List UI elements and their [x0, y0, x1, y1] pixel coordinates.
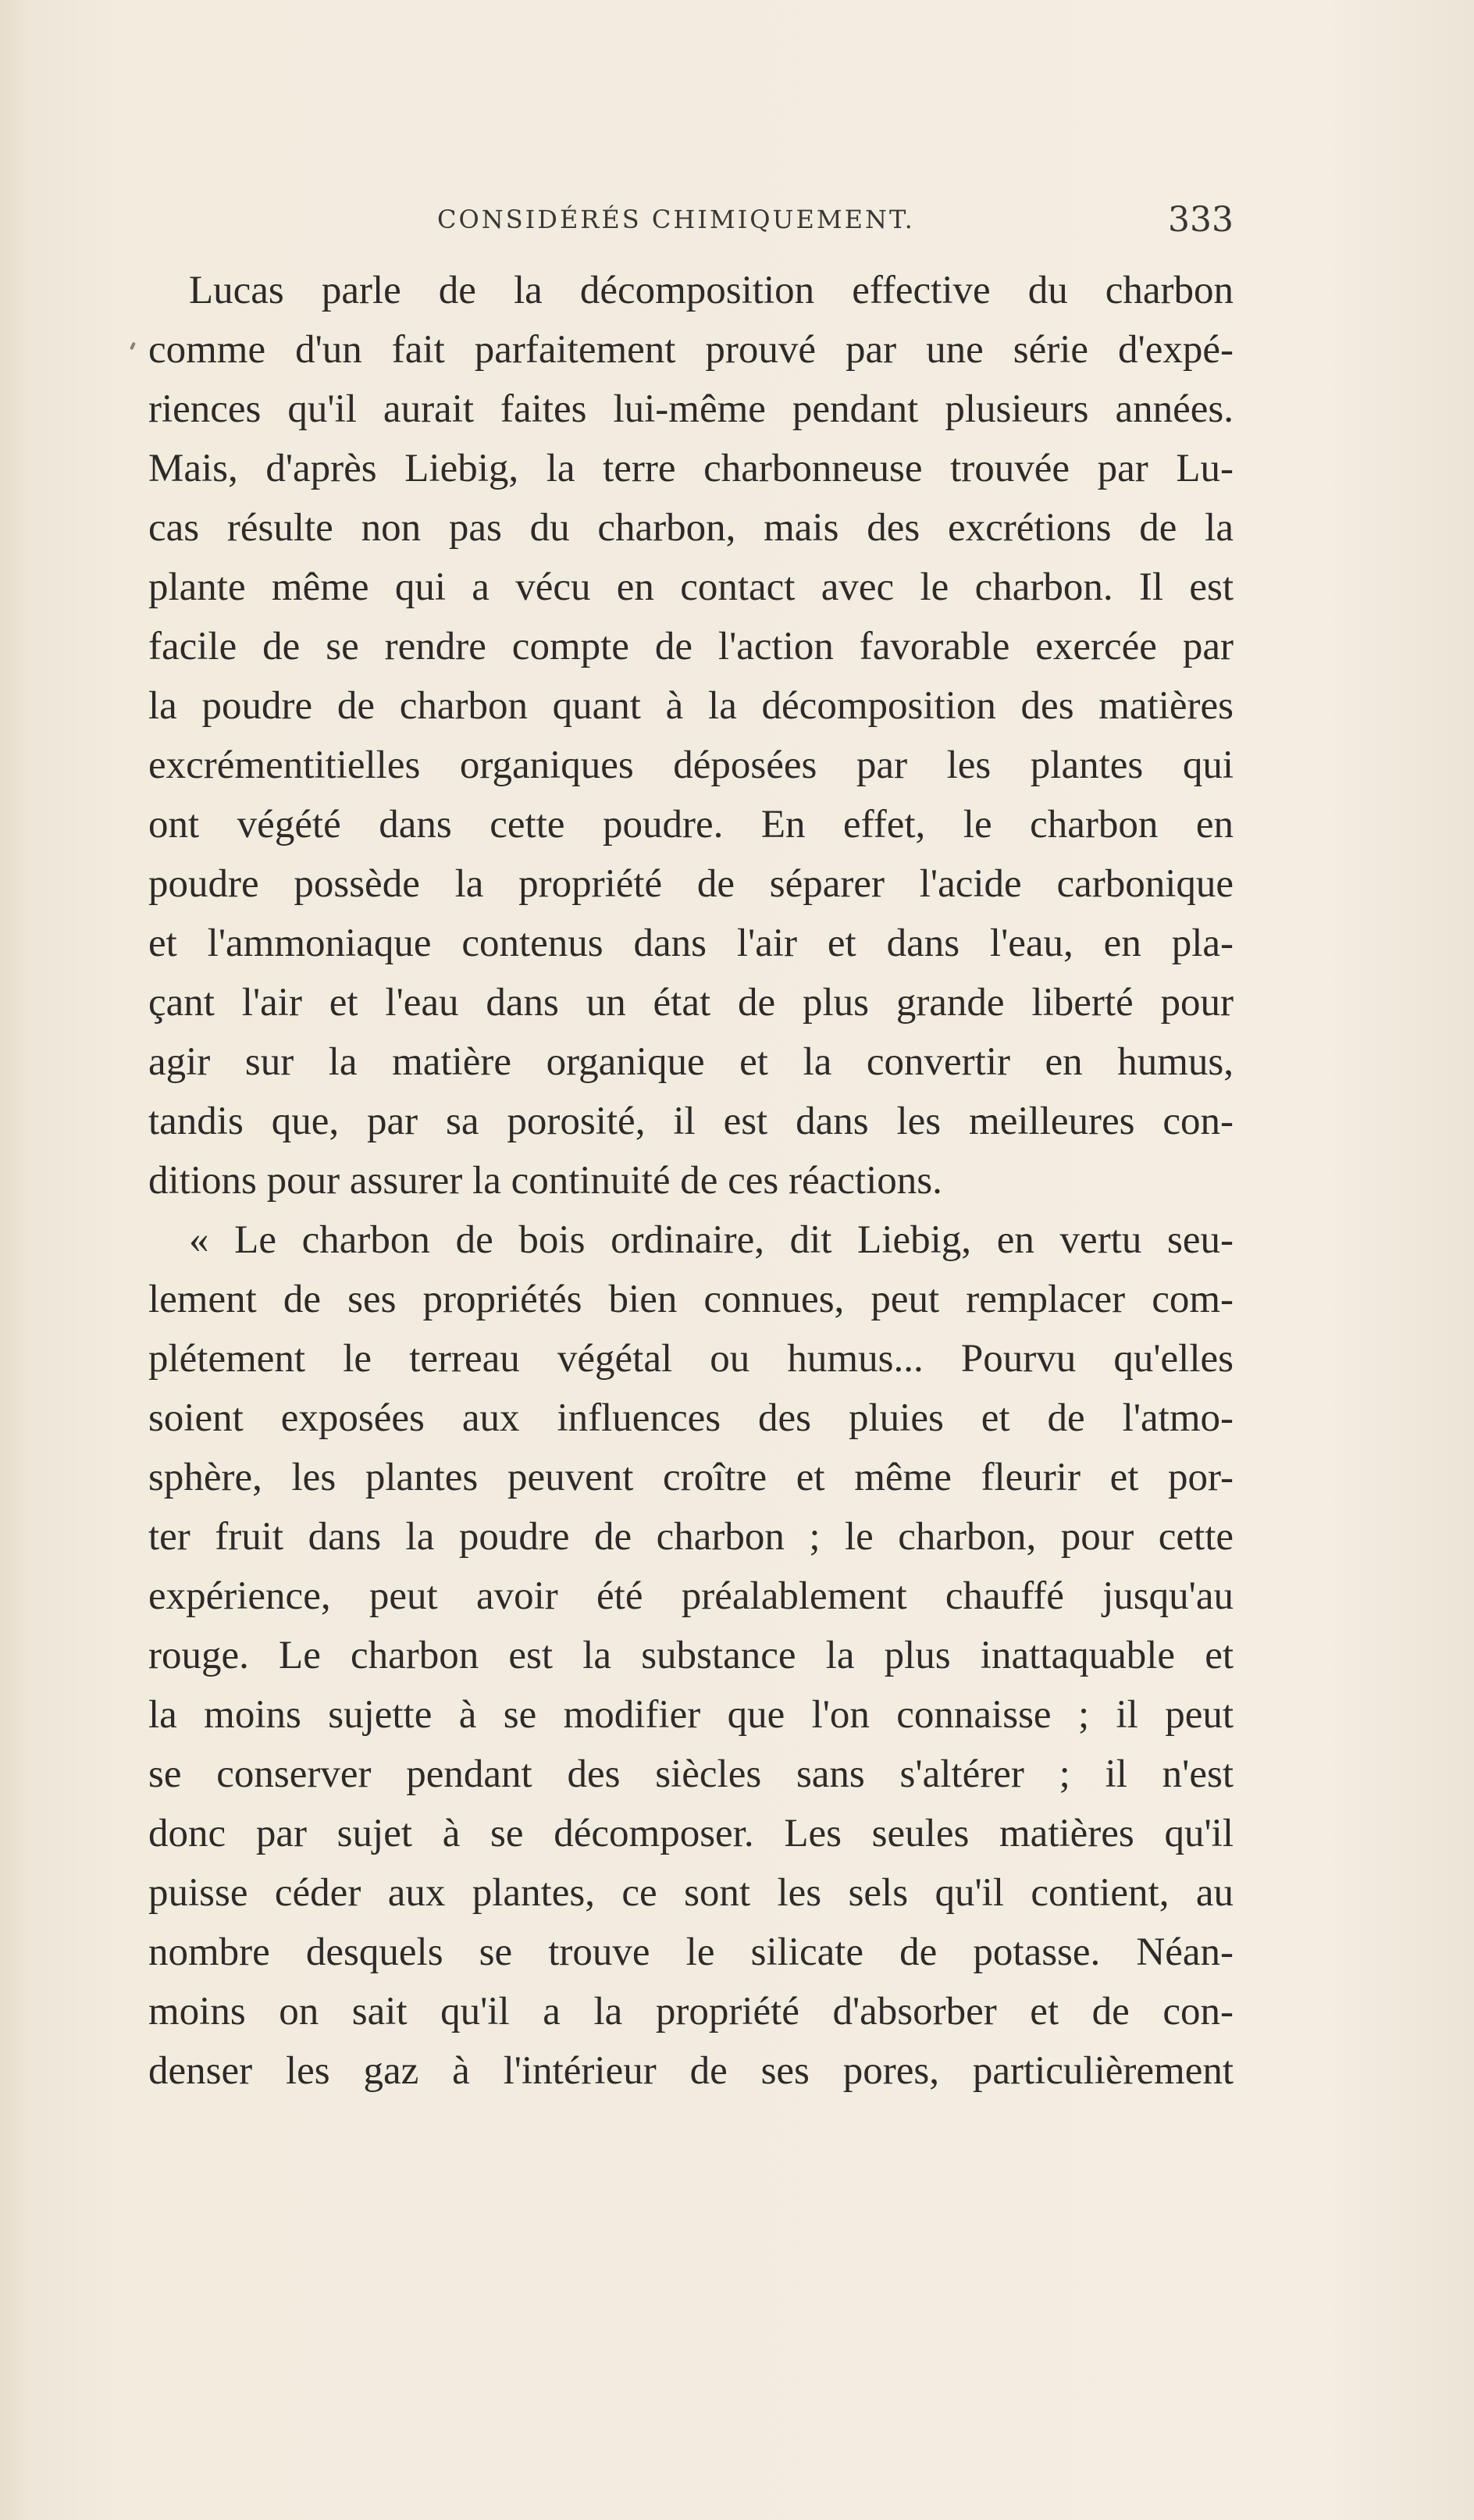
text-line: çant l'air et l'eau dans un état de plus grande liberté pour	[148, 981, 1234, 1025]
text-line: puisse céder aux plantes, ce sont les sels qu'il contient, au	[148, 1871, 1234, 1915]
text-line: riences qu'il aurait faites lui-même pendant plusieurs années.	[148, 387, 1234, 431]
text-line: lement de ses propriétés bien connues, peut remplacer com-	[148, 1278, 1234, 1321]
text-line: Lucas parle de la décomposition effective du charbon	[189, 269, 1234, 312]
margin-speck	[130, 342, 136, 351]
text-line: Mais, d'après Liebig, la terre charbonneuse trouvée par Lu-	[148, 447, 1234, 490]
text-line: moins on sait qu'il a la propriété d'absorber et de con-	[148, 1990, 1234, 2033]
page-header	[148, 200, 1234, 247]
text-line: la moins sujette à se modifier que l'on connaisse ; il peut	[148, 1693, 1234, 1737]
text-line: expérience, peut avoir été préalablement chauffé jusqu'au	[148, 1574, 1234, 1618]
text-line: nombre desquels se trouve le silicate de potasse. Néan-	[148, 1930, 1234, 1974]
text-line: comme d'un fait parfaitement prouvé par une série d'expé-	[148, 328, 1234, 372]
text-line: excrémentitielles organiques déposées par les plantes qui	[148, 743, 1234, 787]
text-line: ont végété dans cette poudre. En effet, le charbon en	[148, 803, 1234, 847]
text-line: denser les gaz à l'intérieur de ses pores, particulièrement	[148, 2049, 1234, 2093]
text-line: plétement le terreau végétal ou humus... Pourvu qu'elles	[148, 1337, 1234, 1381]
text-line: cas résulte non pas du charbon, mais des excrétions de la	[148, 506, 1234, 550]
text-line: tandis que, par sa porosité, il est dans les meilleures con-	[148, 1100, 1234, 1143]
text-line: donc par sujet à se décomposer. Les seules matières qu'il	[148, 1812, 1234, 1855]
text-line: facile de se rendre compte de l'action favorable exercée par	[148, 625, 1234, 668]
body-text	[148, 261, 1234, 2101]
running-title: CONSIDÉRÉS CHIMIQUEMENT.	[437, 205, 915, 234]
text-line: rouge. Le charbon est la substance la plus inattaquable et	[148, 1634, 1234, 1677]
text-line: poudre possède la propriété de séparer l'acide carbonique	[148, 862, 1234, 906]
text-line: ter fruit dans la poudre de charbon ; le charbon, pour cette	[148, 1515, 1234, 1559]
page-number: 333	[1168, 200, 1234, 240]
text-line: ditions pour assurer la continuité de ces réactions.	[148, 1159, 942, 1203]
text-line: et l'ammoniaque contenus dans l'air et dans l'eau, en pla-	[148, 921, 1234, 965]
text-line: sphère, les plantes peuvent croître et même fleurir et por-	[148, 1456, 1234, 1499]
text-line: soient exposées aux influences des pluies et de l'atmo-	[148, 1396, 1234, 1440]
text-line: se conserver pendant des siècles sans s'altérer ; il n'est	[148, 1752, 1234, 1796]
text-line: la poudre de charbon quant à la décomposition des matières	[148, 684, 1234, 728]
text-line: agir sur la matière organique et la convertir en humus,	[148, 1040, 1234, 1084]
text-line: plante même qui a vécu en contact avec le charbon. Il est	[148, 565, 1234, 609]
text-line: « Le charbon de bois ordinaire, dit Liebig, en vertu seu-	[189, 1218, 1234, 1262]
